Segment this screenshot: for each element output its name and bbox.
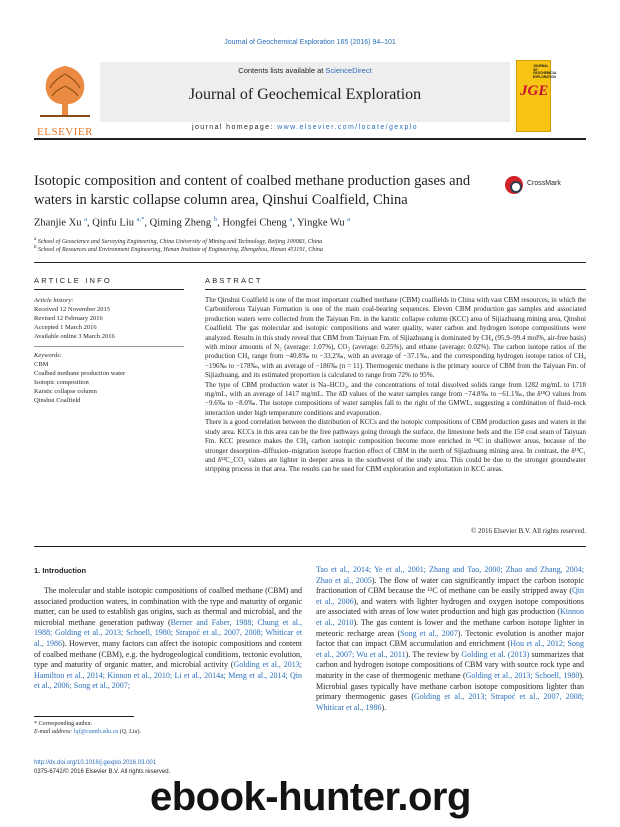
history-item: Revised 12 February 2016: [34, 315, 103, 322]
abstract-copyright: © 2016 Elsevier B.V. All rights reserved.: [470, 527, 586, 535]
footnote: [34, 720, 302, 736]
keyword: Qinshui Coalfield: [34, 397, 81, 404]
abstract-heading: ABSTRACT: [205, 276, 263, 285]
elsevier-wordmark: ELSEVIER: [37, 126, 93, 138]
keywords-label: Keywords:: [34, 352, 62, 359]
sciencedirect-link[interactable]: ScienceDirect: [325, 66, 372, 75]
journal-homepage: [100, 124, 510, 131]
abstract-paragraph: The type of CBM production water is Na–HCO₃, and the concentrations of total dissolved solids range from 1282 mg/mL to 1718 mg/mL, with an average of 1417 mg/mL. The δD values of the water samples range from −74.8‰ to −61.1‰, the δ¹⁸O values from −9.6‰ to −8.0‰. The isotope compositions of water samples fall to the right of the GMWL, suggesting a combination of fluid–rock interaction under high temperature conditions and evaporation.: [205, 380, 586, 417]
affiliation: [34, 245, 586, 253]
email-suffix: (Q. Liu).: [118, 729, 141, 735]
email-link[interactable]: lqf@cumtb.edu.cn: [73, 729, 119, 735]
intro-paragraph: The molecular and stable isotopic compositions of coalbed methane (CBM) and associated production waters, in combination with the type and maturity of organic matter, can be used to establish gas origins, such as thermal and microbial, and the microbial methane generation pathway (Berner and Faber, 1988; Chung et al., 1988; Golding et al., 2013; Schoell, 1980; Strapoć et al., 2007, 2008; Whiticar et al., 1986). However, many factors can affect the isotopic compositions and content of coalbed methane (CBM), e.g. the hydrogeological conditions, tectonic evolution, type and maturity of organic matter, and microbial activity (Golding et al., 2013; Hamilton et al., 2014; Kinnon et al., 2010; Li et al., 2014a; Meng et al., 2014; Qin et al., 2006; Song et al., 2007;: [34, 586, 302, 691]
history-item: Accepted 1 March 2016: [34, 324, 97, 331]
journal-banner: [100, 62, 510, 122]
homepage-url-link[interactable]: www.elsevier.com/locate/gexplo: [277, 124, 418, 131]
email-line: [34, 728, 302, 736]
doi-link[interactable]: http://dx.doi.org/10.1016/j.gexplo.2016.03.001: [34, 760, 157, 766]
keyword: Isotopic composition: [34, 379, 89, 386]
author-affiliation-mark[interactable]: a: [347, 216, 351, 223]
elsevier-tree-icon: [34, 60, 96, 120]
abstract-bottom-rule: [34, 546, 586, 547]
elsevier-logo: [34, 60, 96, 138]
abstract-paragraph: There is a good correlation between the distribution of KCCs and the isotopic compositions of CBM production gases and waters in the study area. KCCs in this area can be the free pathways going through the surface, the limestone beds and the 15# coal seam of Taiyuan Fm. KCC presence makes the CH₄ carbon isotopic composition become more enriched in ¹³C in shallower areas, because of the stronger desorption–diffusion–migration isotope fraction effect of CBM in the north of Sijiazhuang mining area. In contrast, the δ¹³C₁ and δ¹³C_CO₂ values are lighter in deeper areas in the southwest of the study area. This could be due to the stronger groundwater stripping process in that area. The results can be used for CBM exploration and exploitation in KCC areas.: [205, 418, 586, 474]
author-affiliation-mark[interactable]: a: [84, 216, 88, 223]
article-info-rule: [34, 289, 184, 290]
author-affiliation-mark[interactable]: b: [213, 216, 218, 223]
footnote-rule: [34, 716, 134, 717]
abstract-rule: [205, 289, 586, 290]
journal-title: Journal of Geochemical Exploration: [188, 86, 422, 103]
crossmark-badge[interactable]: [505, 176, 585, 196]
paper-title: Isotopic composition and content of coalbed methane production gases and waters in karstic collapse column area, Qinshui Coalfield, China: [34, 173, 471, 208]
article-history: [34, 296, 184, 341]
journal-cover-thumbnail: [516, 60, 557, 132]
history-item: Available online 3 March 2016: [34, 333, 115, 340]
homepage-prefix: journal homepage:: [192, 124, 278, 131]
contents-prefix: Contents lists available at: [238, 66, 326, 75]
keywords-rule: [34, 346, 184, 347]
corresponding-author-note: * Corresponding author.: [34, 721, 93, 727]
keyword: Coalbed methane production water: [34, 370, 126, 377]
history-item: Received 12 November 2015: [34, 306, 110, 313]
keywords-block: [34, 351, 184, 405]
contents-line: [100, 66, 510, 75]
introduction-heading: 1. Introduction: [34, 566, 87, 575]
affiliation-mark: a: [34, 237, 37, 242]
journal-reference-link[interactable]: Journal of Geochemical Exploration 165 (2016) 94–101: [224, 39, 396, 46]
cover-abbr: JGE: [520, 83, 549, 99]
watermark-text: ebook-hunter.org: [150, 775, 471, 819]
body-column-left: [34, 586, 302, 692]
keyword: Karstic collapse column: [34, 388, 97, 395]
affiliation-divider: [34, 262, 586, 263]
abstract-body: [205, 296, 586, 475]
author-name[interactable]: Hongfei Cheng: [222, 217, 287, 229]
crossmark-label: CrossMark: [527, 180, 561, 187]
email-label: E-mail address:: [34, 729, 74, 735]
author-affiliation-mark[interactable]: a,*: [136, 216, 145, 223]
keyword: CBM: [34, 361, 49, 368]
body-column-right: [316, 565, 584, 713]
cover-title: JOURNAL OF GEOCHEMICAL EXPLORATION: [533, 64, 557, 79]
author-name[interactable]: Zhanjie Xu: [34, 217, 82, 229]
crossmark-icon: [505, 176, 523, 194]
author-affiliation-mark[interactable]: a: [289, 216, 293, 223]
abstract-paragraph: The Qinshui Coalfield is one of the most important coalbed methane (CBM) coalfields in China with vast CBM resources, in which the Carboniferous Taiyuan Formation is one of the main coal-bearing sequences. Eleven CBM production gas samples and associated production waters were collected from the Taiyuan Fm. in the karstic collapse column (KCC) area of Sijiazhuang mining area, Qinshui Coalfield. The gas molecular and isotopic compositions and water quality, water carbon and hydrogen isotope compositions were analyzed. Results in this study reveal that CBM from Taiyuan Fm. of Sijiazhuang is dominated by CH₄ (95.9–99.4 mol%, air-free basis) with minor amounts of N₂ (average: 1.07%), CO₂ (average: 0.25%), and ethane (average: 0.02%). The carbon isotope ratios of the production CH₄ range from −40.8‰ to −33.2‰, with an average of −37.1‰, and the corresponding hydrogen isotope ratios of CH₄ −196‰ to −178‰, with an average of −186‰ (n = 11). Thermogenic methane is the primary source of CBM from the Taiyuan Fm. of Sijiazhuang, and its estimated proportion is calculated to range from 72% to 95%.: [205, 296, 586, 380]
intro-paragraph-continued: Tao et al., 2014; Ye et al., 2001; Zhang and Tao, 2000; Zhao and Zhang, 2004; Zhao et al., 2005). The flow of water can significantly impact the carbon isotopic fractionation of CBM because the ¹³C of methane can be easily stripped away (Qin et al., 2006), and waters with lighter hydrogen and oxygen isotope compositions are associated with areas of low water production and high gas production (Kinnon et al., 2010). The gas content is lower and the methane carbon isotope lighter in meteoric recharge areas (Song et al., 2007). Tectonic evolution is another major factor that can impact CBM accumulation and enrichment (Hou et al., 2012; Song et al., 2007; Wu et al., 2011). The review by Golding et al. (2013) summarizes that carbon and hydrogen isotope compositions of CBM vary with source rock type and maturity in the case of thermogenic methane (Golding et al., 2013; Schoell, 1980). Microbial gases typically have methane carbon isotope compositions lighter than primary thermogenic gases (Golding et al., 2013; Strapoć et al., 2007, 2008; Whiticar et al., 1986).: [316, 565, 585, 712]
affiliation-mark: b: [34, 245, 37, 250]
affiliation-text: School of Geoscience and Surveying Engineering, China University of Mining and Technology, Beijing 100083, China: [37, 239, 323, 245]
affiliation-text: School of Resources and Environment Engineering, Henan Institute of Engineering, Zhengzhou, Henan 451191, China: [38, 247, 323, 253]
issn-line: 0375-6742/© 2016 Elsevier B.V. All rights reserved.: [34, 769, 171, 775]
history-label: Article history:: [34, 297, 74, 304]
author-name[interactable]: Qiming Zheng: [149, 217, 212, 229]
author-list: Zhanjie Xu $^a$, Qinfu Liu $^{a,*}$, Qiming Zheng $^b$, Hongfei Cheng $^a$, Yingke Wu $^a$: [34, 216, 351, 229]
author-name[interactable]: Yingke Wu: [297, 217, 345, 229]
header-divider: [34, 138, 586, 140]
author-name[interactable]: Qinfu Liu: [92, 217, 134, 229]
affiliation: [34, 237, 586, 245]
article-info-heading: ARTICLE INFO: [34, 276, 112, 285]
